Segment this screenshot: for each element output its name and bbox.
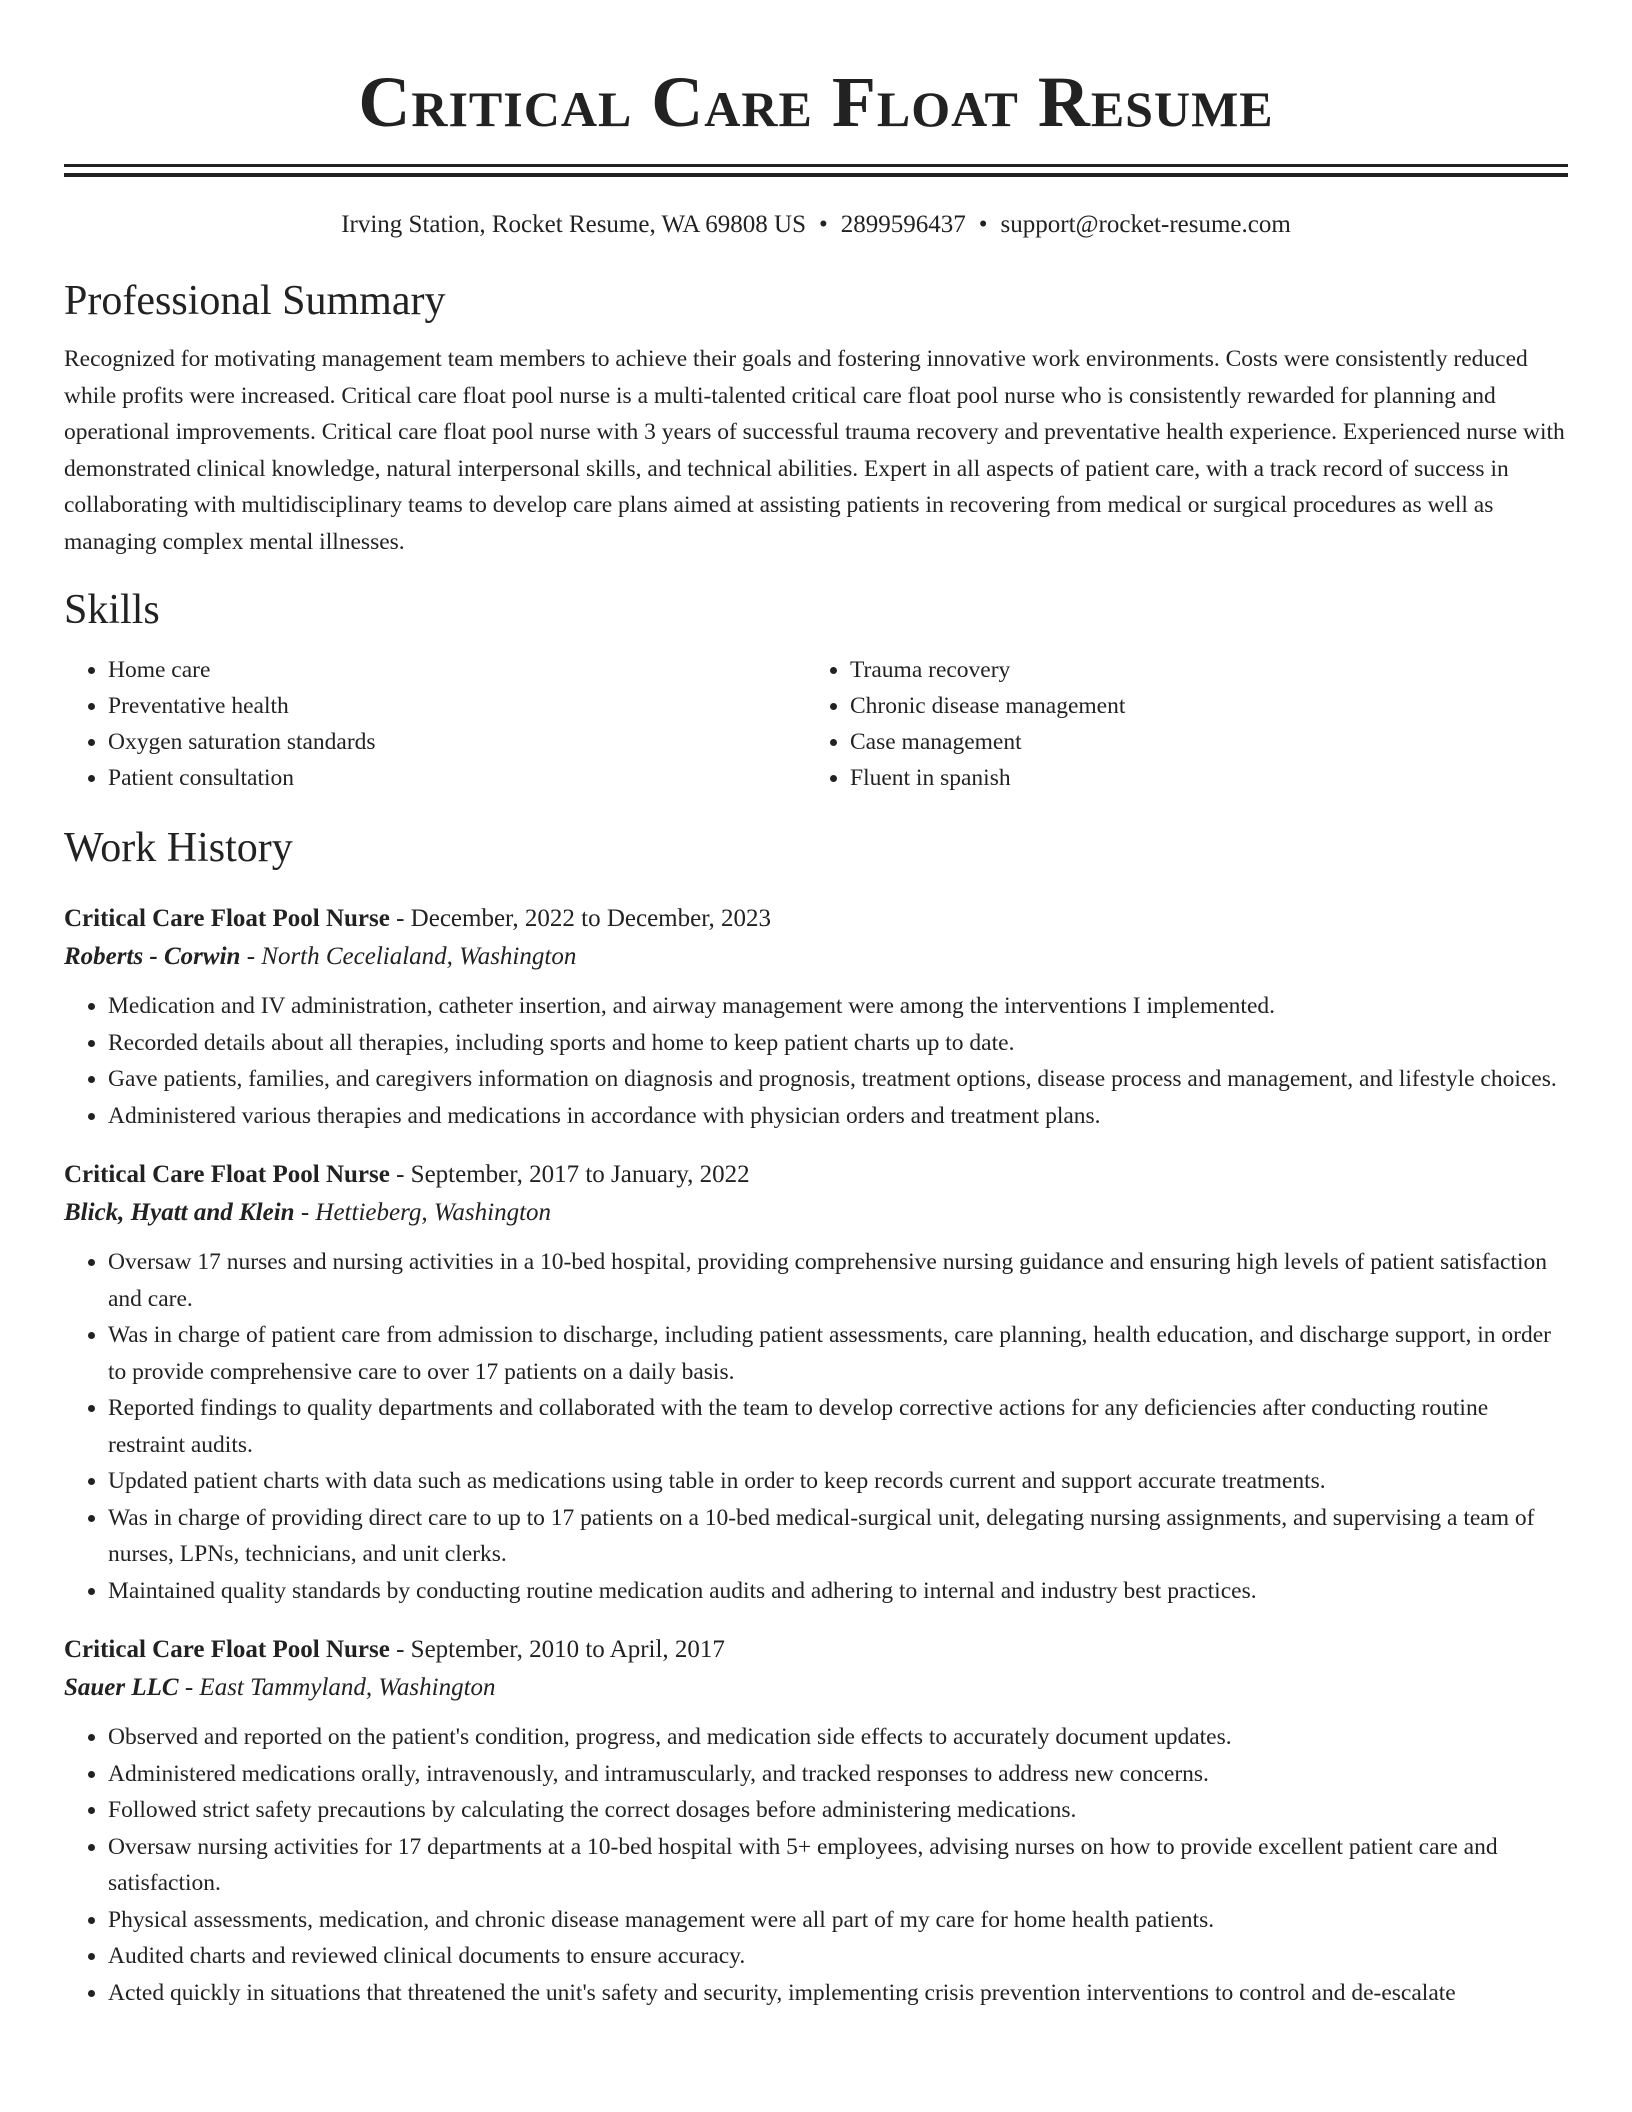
job-bullet: • Reported findings to quality departments and collaborated with the team to develop corrective actions for any deficiencies after conducting routine restraint audits. [108,1390,1568,1463]
contact-email: support@rocket-resume.com [1000,211,1291,238]
skill-item: • Oxygen saturation standards [108,724,806,760]
title-rule-bottom [64,173,1568,177]
job-company-line [64,938,1568,976]
skill-item: • Case management [850,724,1568,760]
summary-text: Recognized for motivating management team members to achieve their goals and fostering innovative work environments. Costs were consistently reduced while profits were increased. Critical care float pool nurse is a multi-talented critical care float pool nurse who is consistently rewarded for planning and operational improvements. Critical care float pool nurse with 3 years of successful trauma recovery and preventative health experience. Experienced nurse with demonstrated clinical knowledge, natural interpersonal skills, and technical abilities. Expert in all aspects of patient care, with a track record of success in collaborating with multidisciplinary teams to develop care plans aimed at assisting patients in recovering from medical or surgical procedures as well as managing complex mental illnesses. [64,346,1565,555]
contact-line [64,207,1568,243]
job-location: - North Cecelialand, Washington [240,943,577,970]
job-title: Critical Care Float Pool Nurse [64,1161,390,1188]
job-bullet: • Audited charts and reviewed clinical documents to ensure accuracy. [108,1938,1568,1975]
job-company: Sauer LLC [64,1674,179,1701]
job-entry [64,1631,1568,2011]
job-company-line [64,1669,1568,1707]
job-dates: - September, 2017 to January, 2022 [389,1161,750,1188]
job-bullet: • Administered medications orally, intravenously, and intramuscularly, and tracked responses to address new concerns. [108,1756,1568,1793]
contact-phone: 2899596437 [840,211,966,238]
skill-item: • Home care [108,652,806,688]
skill-item: • Trauma recovery [850,652,1568,688]
job-location: - East Tammyland, Washington [178,1674,496,1701]
job-bullet: • Gave patients, families, and caregivers information on diagnosis and prognosis, treatment options, disease process and management, and lifestyle choices. [108,1061,1568,1098]
contact-separator: • [818,211,828,238]
job-bullet: • Physical assessments, medication, and chronic disease management were all part of my care for home health patients. [108,1902,1568,1939]
job-bullet: • Acted quickly in situations that threatened the unit's safety and security, implementing crisis prevention interventions to control and de-escalate [108,1975,1568,2012]
job-bullets [64,1719,1568,2011]
skill-item: • Preventative health [108,688,806,724]
job-bullet: • Administered various therapies and medications in accordance with physician orders and treatment plans. [108,1098,1568,1135]
job-company-line [64,1194,1568,1232]
skill-item: • Fluent in spanish [850,760,1568,796]
resume-title: Critical Care Float Resume [358,62,1274,142]
job-dates: - September, 2010 to April, 2017 [389,1636,725,1663]
job-entry [64,900,1568,1134]
skill-item: • Chronic disease management [850,688,1568,724]
job-location: - Hettieberg, Washington [294,1199,552,1226]
skills-heading: Skills [64,587,160,633]
job-dates: - December, 2022 to December, 2023 [389,905,772,932]
job-bullet: • Oversaw 17 nurses and nursing activities in a 10-bed hospital, providing comprehensive nursing guidance and ensuring high levels of patient satisfaction and care. [108,1244,1568,1317]
job-title: Critical Care Float Pool Nurse [64,1636,390,1663]
skills-list [64,652,1568,796]
contact-separator: • [978,211,988,238]
summary-heading: Professional Summary [64,278,446,324]
job-bullet: • Maintained quality standards by conducting routine medication audits and adhering to internal and industry best practices. [108,1573,1568,1610]
job-title-line [64,900,1568,938]
skill-item: • Patient consultation [108,760,806,796]
job-entry [64,1156,1568,1609]
job-bullet: • Observed and reported on the patient's condition, progress, and medication side effects to accurately document updates. [108,1719,1568,1756]
job-title: Critical Care Float Pool Nurse [64,905,390,932]
job-bullets [64,988,1568,1134]
job-bullet: • Updated patient charts with data such as medications using table in order to keep records current and support accurate treatments. [108,1463,1568,1500]
job-bullet: • Was in charge of providing direct care to up to 17 patients on a 10-bed medical-surgical unit, delegating nursing assignments, and supervising a team of nurses, LPNs, technicians, and unit clerks. [108,1500,1568,1573]
job-bullets [64,1244,1568,1609]
work-history-heading: Work History [64,825,293,871]
job-bullet: • Medication and IV administration, catheter insertion, and airway management were among the interventions I implemented. [108,988,1568,1025]
job-bullet: • Was in charge of patient care from admission to discharge, including patient assessments, care planning, health education, and discharge support, in order to provide comprehensive care to over 17 patients on a daily basis. [108,1317,1568,1390]
job-bullet: • Oversaw nursing activities for 17 departments at a 10-bed hospital with 5+ employees, advising nurses on how to provide excellent patient care and satisfaction. [108,1829,1568,1902]
contact-address: Irving Station, Rocket Resume, WA 69808 US [341,211,806,238]
skills-column-left [64,652,806,796]
job-bullet: • Followed strict safety precautions by calculating the correct dosages before administering medications. [108,1792,1568,1829]
job-title-line [64,1156,1568,1194]
job-company: Roberts - Corwin [64,943,241,970]
job-title-line [64,1631,1568,1669]
title-rule-top [64,164,1568,167]
job-company: Blick, Hyatt and Klein [64,1199,295,1226]
job-bullet: • Recorded details about all therapies, including sports and home to keep patient charts up to date. [108,1025,1568,1062]
skills-column-right [806,652,1568,796]
